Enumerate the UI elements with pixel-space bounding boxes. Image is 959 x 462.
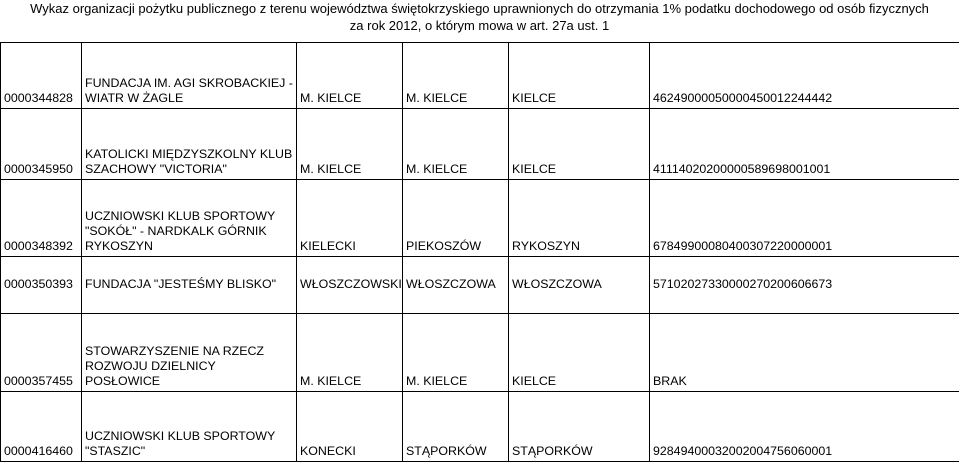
county-cell: KONECKI xyxy=(297,392,403,462)
commune-cell: M. KIELCE xyxy=(403,314,509,392)
organization-name-cell xyxy=(82,257,297,314)
table-row xyxy=(1,180,959,257)
organizations-table xyxy=(0,42,959,462)
town-cell: WŁOSZCZOWA xyxy=(509,257,650,314)
commune-cell: WŁOSZCZOWA xyxy=(403,257,509,314)
organization-name-line: FUNDACJA IM. AGI SKROBACKIEJ - xyxy=(85,76,294,91)
krs-number-cell: 0000357455 xyxy=(1,314,82,392)
header-title-line-2: za rok 2012, o którym mowa w art. 27a ust. 1 xyxy=(0,18,959,34)
organization-name-line: WIATR W ŻAGLE xyxy=(85,91,294,106)
krs-number-cell: 0000344828 xyxy=(1,43,82,109)
organization-name-line: STOWARZYSZENIE NA RZECZ xyxy=(85,344,294,359)
bank-account-cell: 41114020200000589698001001 xyxy=(650,109,959,180)
bank-account-cell: 67849900080400307220000001 xyxy=(650,180,959,257)
organization-name-line: KATOLICKI MIĘDZYSZKOLNY KLUB xyxy=(85,147,294,162)
organization-name-cell xyxy=(82,43,297,109)
bank-account-cell: 46249000050000450012244442 xyxy=(650,43,959,109)
organization-name-line: FUNDACJA "JESTEŚMY BLISKO" xyxy=(85,277,294,292)
krs-number-cell: 0000345950 xyxy=(1,109,82,180)
organization-name-line: SZACHOWY "VICTORIA" xyxy=(85,162,294,177)
organization-name-line: ROZWOJU DZIELNICY POSŁOWICE xyxy=(85,359,294,389)
town-cell: KIELCE xyxy=(509,314,650,392)
commune-cell: PIEKOSZÓW xyxy=(403,180,509,257)
town-cell: RYKOSZYN xyxy=(509,180,650,257)
county-cell: KIELECKI xyxy=(297,180,403,257)
bank-account-cell: 92849400032002004756060001 xyxy=(650,392,959,462)
table-row xyxy=(1,109,959,180)
header-title-line-1: Wykaz organizacji pożytku publicznego z terenu województwa świętokrzyskiego uprawnionych do otrzymania 1% podatku dochodowego od osób fizycznych xyxy=(0,1,959,17)
organization-name-cell xyxy=(82,109,297,180)
organization-name-cell xyxy=(82,392,297,462)
krs-number-cell: 0000350393 xyxy=(1,257,82,314)
document-header xyxy=(0,0,959,42)
commune-cell: M. KIELCE xyxy=(403,109,509,180)
organization-name-cell xyxy=(82,314,297,392)
organization-name-line: "STASZIC" xyxy=(85,444,294,459)
table-row xyxy=(1,314,959,392)
organization-name-line: UCZNIOWSKI KLUB SPORTOWY xyxy=(85,429,294,444)
town-cell: KIELCE xyxy=(509,43,650,109)
table-row xyxy=(1,43,959,109)
commune-cell: M. KIELCE xyxy=(403,43,509,109)
krs-number-cell: 0000348392 xyxy=(1,180,82,257)
organization-name-line: "SOKÓŁ" - NARDKALK GÓRNIK xyxy=(85,224,294,239)
organization-name-line: UCZNIOWSKI KLUB SPORTOWY xyxy=(85,209,294,224)
county-cell: M. KIELCE xyxy=(297,314,403,392)
table-row xyxy=(1,392,959,462)
bank-account-cell: BRAK xyxy=(650,314,959,392)
organization-name-cell xyxy=(82,180,297,257)
county-cell: M. KIELCE xyxy=(297,43,403,109)
town-cell: STĄPORKÓW xyxy=(509,392,650,462)
bank-account-cell: 57102027330000270200606673 xyxy=(650,257,959,314)
county-cell: WŁOSZCZOWSKI xyxy=(297,257,403,314)
county-cell: M. KIELCE xyxy=(297,109,403,180)
organization-name-line: RYKOSZYN xyxy=(85,239,294,254)
commune-cell: STĄPORKÓW xyxy=(403,392,509,462)
town-cell: KIELCE xyxy=(509,109,650,180)
krs-number-cell: 0000416460 xyxy=(1,392,82,462)
table-row xyxy=(1,257,959,314)
